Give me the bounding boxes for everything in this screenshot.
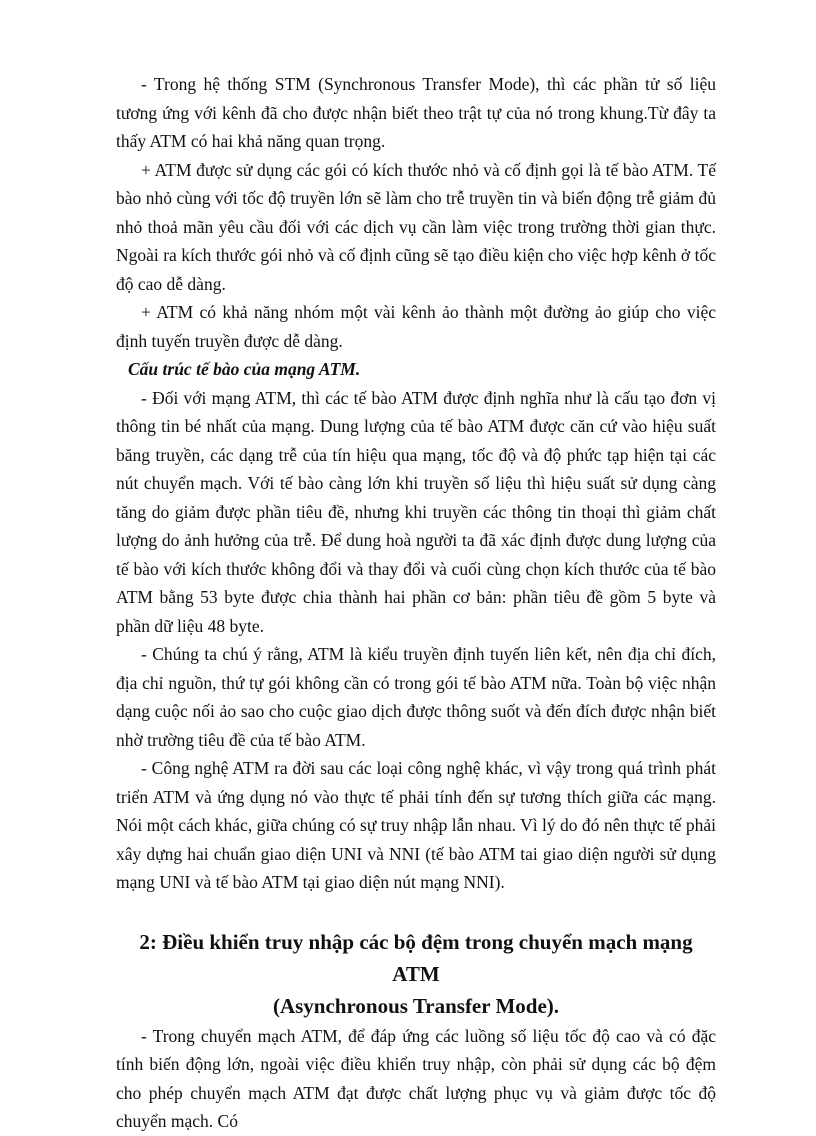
paragraph-routing-note: - Chúng ta chú ý rằng, ATM là kiểu truyền định tuyến liên kết, nên địa chỉ đích, địa chỉ nguồn, thứ tự gói không cần có trong gói tế bào ATM nữa. Toàn bộ việc nhận dạng cuộc nối ảo sao cho cuộc giao dịch được thông suốt và đến đích được nhận biết nhờ trường tiêu đề của tế bào ATM.	[116, 644, 716, 750]
paragraph-compatibility: - Công nghệ ATM ra đời sau các loại công nghệ khác, vì vậy trong quá trình phát triển ATM và ứng dụng nó vào thực tế phải tính đến sự tương thích giữa các mạng. Nói một cách khác, giữa chúng có sự truy nhập lẫn nhau. Vì lý do đó nên thực tế phải xây dựng hai chuẩn giao diện UNI và NNI (tế bào ATM tai giao diện người sử dụng mạng UNI và tế bào ATM tại giao diện nút mạng NNI).	[116, 758, 716, 892]
paragraph-stm-intro: - Trong hệ thống STM (Synchronous Transfer Mode), thì các phần tử số liệu tương ứng với kênh đã cho được nhận biết theo trật tự của nó trong khung.Từ đây ta thấy ATM có hai khả năng quan trọng.	[116, 74, 716, 151]
section-heading-line1: 2: Điều khiển truy nhập các bộ đệm trong chuyển mạch mạng ATM	[139, 929, 693, 986]
section-heading-line2: (Asynchronous Transfer Mode).	[272, 993, 560, 1018]
section-heading	[116, 926, 716, 1022]
document-page	[116, 70, 716, 1136]
paragraph-cell-definition: - Đối với mạng ATM, thì các tế bào ATM được định nghĩa như là cấu tạo đơn vị thông tin bé nhất của mạng. Dung lượng của tế bào ATM được căn cứ vào hiệu suất băng truyền, các dạng trễ của tín hiệu qua mạng, tốc độ và độ phức tạp hiện tại các nút chuyển mạch. Với tế bào càng lớn khi truyền số liệu thì hiệu suất sử dụng càng tăng do giảm được phần tiêu đề, nhưng khi truyền các thông tin thoại thì giảm chất lượng do ảnh hưởng của trễ. Để dung hoà người ta đã xác định được dung lượng của tế bào với kích thước không đổi và thay đổi và cuối cùng chọn kích thước của tế bào ATM bằng 53 byte được chia thành hai phần cơ bản: phần tiêu đề gồm 5 byte và phần dữ liệu 48 byte.	[116, 387, 716, 636]
paragraph-atm-virtual-paths: + ATM có khả năng nhóm một vài kênh ảo thành một đường ảo giúp cho việc định tuyến truyền được dễ dàng.	[116, 302, 716, 351]
paragraph-buffer-intro: - Trong chuyển mạch ATM, để đáp ứng các luồng số liệu tốc độ cao và có đặc tính biến động lớn, ngoài việc điều khiển truy nhập, còn phải sử dụng các bộ đệm cho phép chuyển mạch ATM đạt được chất lượng phục vụ và giảm được tốc độ chuyển mạch. Có	[116, 1025, 716, 1131]
subheading-cell-structure: Cấu trúc tế bào của mạng ATM.	[128, 359, 361, 379]
paragraph-atm-small-cells: + ATM được sử dụng các gói có kích thước nhỏ và cố định gọi là tế bào ATM. Tế bào nhỏ cùng với tốc độ truyền lớn sẽ làm cho trễ truyền tin và biến động trễ giảm đủ nhỏ thoả mãn yêu cầu đối với các dịch vụ cần làm việc trong trường thời gian thực. Ngoài ra kích thước gói nhỏ và cố định cũng sẽ tạo điều kiện cho việc hợp kênh ở tốc độ cao dễ dàng.	[116, 159, 716, 294]
